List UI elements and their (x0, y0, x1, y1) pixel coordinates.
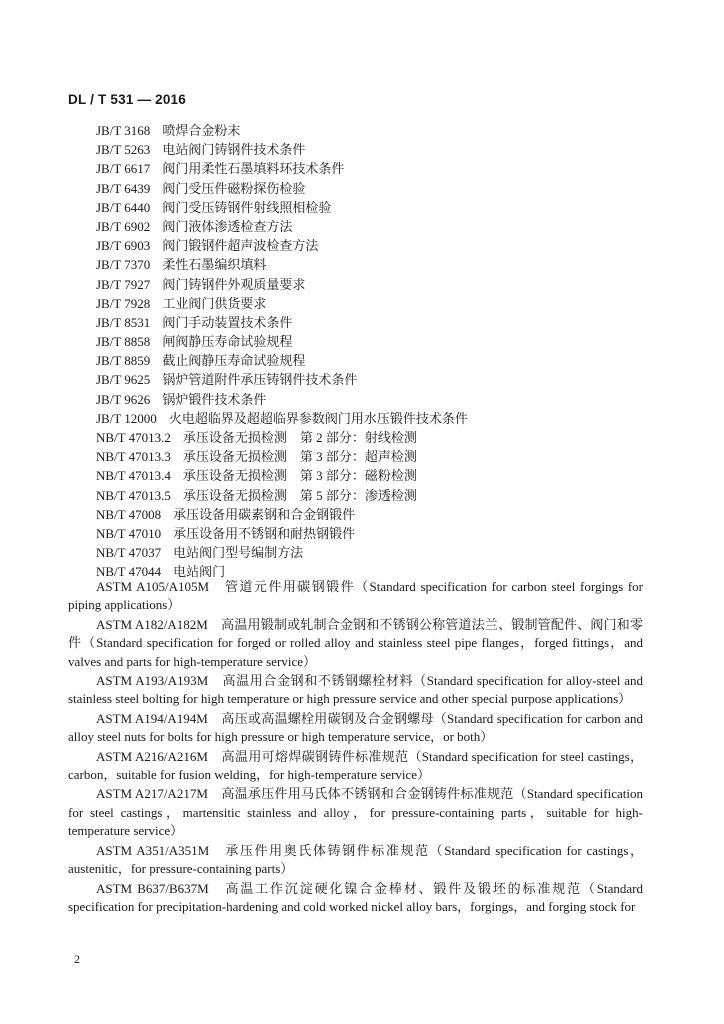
standard-code: JB/T 8858 (96, 334, 151, 350)
standard-code: NB/T 47013.3 (96, 449, 171, 465)
standard-title: 锅炉锻件技术条件 (162, 391, 267, 407)
standard-title: 柔性石墨编织填料 (162, 257, 267, 273)
list-item (96, 390, 656, 409)
standard-title: 阀门锻钢件超声波检查方法 (162, 238, 319, 254)
page-number: 2 (74, 952, 80, 966)
astm-paragraph: ASTM A194/A194M 高压或高温螺栓用碳钢及合金钢螺母（Standard specification for carbon and alloy steel nuts for bolts for high pressure or high temperature service，or both） (68, 710, 643, 745)
list-item (96, 505, 656, 524)
standard-title: 锅炉管道附件承压铸钢件技术条件 (162, 372, 358, 388)
astm-paragraph: ASTM A193/A193M 高温用合金钢和不锈钢螺栓材料（Standard specification for alloy-steel and stainless steel bolting for high temperature or high pressure service and other special purpose applications） (68, 673, 643, 707)
astm-references (68, 578, 643, 917)
list-item (96, 370, 656, 389)
standard-code: NB/T 47013.4 (96, 468, 171, 484)
list-item (96, 447, 656, 466)
standards-list (96, 121, 656, 582)
standard-code: JB/T 9625 (96, 372, 151, 388)
standard-title: 电站阀门铸钢件技术条件 (162, 142, 306, 158)
standard-title: 阀门液体渗透检查方法 (162, 218, 293, 234)
list-item (96, 351, 656, 370)
astm-paragraph: ASTM A182/A182M 高温用锻制或轧制合金钢和不锈钢公称管道法兰、锻制管配件、阀门和零件（Standard specification for forged or rolled alloy and stainless steel pipe flanges，forged fittings，and valves and parts for high-temperature service） (68, 616, 643, 669)
standard-title: 承压设备无损检测 第 3 部分：磁粉检测 (182, 468, 417, 484)
standard-code: JB/T 6439 (96, 180, 151, 196)
standard-code: JB/T 6440 (96, 199, 151, 215)
standard-title: 阀门铸钢件外观质量要求 (162, 276, 306, 292)
standard-title: 电站阀门 (173, 564, 226, 580)
standard-code: JB/T 6617 (96, 161, 151, 177)
standard-code: NB/T 47013.2 (96, 430, 171, 445)
list-item (96, 236, 656, 255)
list-item (96, 217, 656, 236)
standard-code: JB/T 5263 (96, 142, 151, 158)
list-item (96, 409, 656, 428)
standard-title: 承压设备用碳素钢和合金钢锻件 (173, 506, 356, 522)
standard-title: 阀门手动装置技术条件 (162, 314, 293, 330)
list-item (96, 179, 656, 198)
standard-code: JB/T 7928 (96, 295, 151, 311)
standard-title: 承压设备无损检测 第 5 部分：渗透检测 (182, 487, 417, 503)
standard-title: 工业阀门供货要求 (162, 295, 267, 311)
list-item (96, 255, 656, 274)
standard-code: NB/T 47008 (96, 506, 162, 522)
list-item (96, 198, 656, 217)
list-item (96, 524, 656, 543)
list-item (96, 159, 656, 178)
standard-title: 承压设备无损检测 第 3 部分：超声检测 (182, 449, 417, 465)
standard-code: JB/T 9626 (96, 391, 151, 407)
list-item (96, 294, 656, 313)
standard-code: NB/T 47013.5 (96, 487, 171, 503)
astm-paragraph: ASTM B637/B637M 高温工作沉淀硬化镍合金棒材、锻件及锻坯的标准规范（Standard specification for precipitation-hardening and cold worked nickel alloy bars，forgings，and forging stock for (68, 880, 643, 914)
standard-code: JB/T 8531 (96, 314, 151, 330)
standard-title: 阀门受压铸钢件射线照相检验 (162, 199, 332, 215)
list-item (96, 466, 656, 485)
standard-code: JB/T 3168 (96, 123, 151, 138)
standard-code: JB/T 6903 (96, 238, 151, 254)
list-item (96, 332, 656, 351)
document-header: DL / T 531 — 2016 (68, 92, 186, 107)
standard-title: 阀门受压件磁粉探伤检验 (162, 180, 306, 196)
standard-code: JB/T 6902 (96, 218, 151, 234)
standard-code: NB/T 47037 (96, 545, 162, 561)
list-item (96, 486, 656, 505)
standard-code: NB/T 47044 (96, 564, 162, 580)
list-item (96, 140, 656, 159)
standard-title: 阀门用柔性石墨填料环技术条件 (162, 161, 345, 177)
standard-title: 闸阀静压寿命试验规程 (162, 334, 293, 350)
standard-code: JB/T 7927 (96, 276, 151, 292)
standard-code: JB/T 7370 (96, 257, 151, 273)
astm-paragraph: ASTM A105/A105M 管道元件用碳钢锻件（Standard specification for carbon steel forgings for piping applications） (68, 579, 643, 613)
standard-title: 承压设备用不锈钢和耐热钢锻件 (173, 525, 356, 541)
astm-paragraph: ASTM A217/A217M 高温承压件用马氏体不锈钢和合金钢铸件标准规范（Standard specification for steel castings，martensitic stainless and alloy，for pressure-containing parts，suitable for high-temperature service） (68, 786, 643, 839)
standard-code: NB/T 47010 (96, 525, 162, 541)
list-item (96, 121, 656, 140)
standard-code: JB/T 12000 (96, 410, 157, 426)
list-item (96, 428, 656, 447)
astm-paragraph: ASTM A216/A216M 高温用可熔焊碳钢铸件标准规范（Standard specification for steel castings，carbon，suitable for fusion welding，for high-temperature service） (68, 748, 643, 783)
standard-title: 电站阀门型号编制方法 (173, 545, 304, 561)
list-item (96, 313, 656, 332)
astm-paragraph: ASTM A351/A351M 承压件用奥氏体铸钢件标准规范（Standard specification for castings，austenitic，for pressure-containing parts） (68, 842, 643, 877)
standard-title: 火电超临界及超超临界参数阀门用水压锻件技术条件 (168, 410, 468, 426)
list-item (96, 275, 656, 294)
standard-code: JB/T 8859 (96, 353, 151, 369)
standard-title: 截止阀静压寿命试验规程 (162, 353, 306, 369)
standard-title: 承压设备无损检测 第 2 部分：射线检测 (182, 430, 417, 445)
standard-title: 喷焊合金粉末 (162, 123, 241, 138)
list-item (96, 543, 656, 562)
